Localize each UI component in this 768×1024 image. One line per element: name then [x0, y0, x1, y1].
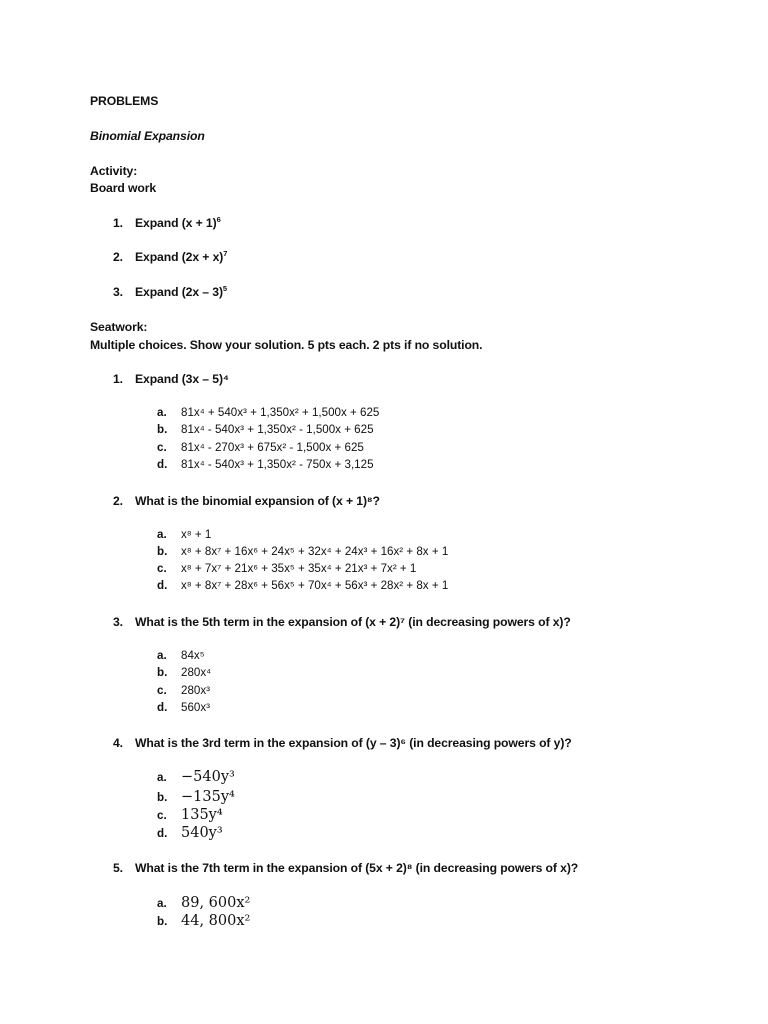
- option-3c: c. 280x³: [157, 684, 211, 697]
- option-4b: b. −135y⁴: [157, 789, 235, 805]
- option-5a: a. 89, 600x²: [157, 895, 251, 911]
- option-1d: d. 81x⁴ - 540x³ + 1,350x² - 750x + 3,125: [157, 458, 374, 471]
- option-1b: b. 81x⁴ - 540x³ + 1,350x² - 1,500x + 625: [157, 423, 374, 436]
- seatwork-instructions: Multiple choices. Show your solution. 5 pts each. 2 pts if no solution.: [90, 338, 483, 352]
- board-work-item: 2. Expand $(2x + x)^7$: [113, 249, 228, 264]
- activity-sublabel: Board work: [90, 181, 157, 195]
- option-3a: a. 84x⁵: [157, 649, 205, 662]
- option-3d: d. 560x³: [157, 701, 211, 714]
- option-4a: a. −540y³: [157, 769, 235, 785]
- question-2: 2. What is the binomial expansion of (x + 1)⁸?: [113, 494, 380, 508]
- option-2a: a. x⁸ + 1: [157, 528, 212, 541]
- option-5b: b. 44, 800x²: [157, 913, 251, 929]
- board-work-item: 3. Expand (2x – 3)$^5$: [113, 284, 227, 299]
- option-4c: c. 135y⁴: [157, 807, 223, 823]
- activity-label: Activity:: [90, 164, 138, 178]
- page-title: PROBLEMS: [90, 94, 159, 108]
- question-4: 4. What is the 3rd term in the expansion of (y – 3)⁶ (in decreasing powers of y)?: [113, 736, 572, 750]
- question-1: 1. Expand (3x – 5)⁴: [113, 372, 229, 386]
- option-4d: d. 540y³: [157, 825, 223, 841]
- board-work-item: 1. Expand $(x + 1)^6$: [113, 215, 221, 230]
- question-3: 3. What is the 5th term in the expansion of (x + 2)⁷ (in decreasing powers of x)?: [113, 615, 571, 629]
- option-2b: b. x⁸ + 8x⁷ + 16x⁶ + 24x⁵ + 32x⁴ + 24x³ + 16x² + 8x + 1: [157, 545, 449, 558]
- seatwork-label: Seatwork:: [90, 320, 148, 334]
- question-5: 5. What is the 7th term in the expansion of (5x + 2)⁸ (in decreasing powers of x)?: [113, 861, 579, 875]
- option-2d: d. x⁸ + 8x⁷ + 28x⁶ + 56x⁵ + 70x⁴ + 56x³ + 28x² + 8x + 1: [157, 579, 449, 592]
- option-1a: a. 81x⁴ + 540x³ + 1,350x² + 1,500x + 625: [157, 406, 380, 419]
- option-1c: c. 81x⁴ - 270x³ + 675x² - 1,500x + 625: [157, 441, 364, 454]
- option-3b: b. 280x⁴: [157, 666, 212, 679]
- option-2c: c. x⁸ + 7x⁷ + 21x⁶ + 35x⁵ + 35x⁴ + 21x³ + 7x² + 1: [157, 562, 417, 575]
- section-subtitle: Binomial Expansion: [90, 129, 205, 143]
